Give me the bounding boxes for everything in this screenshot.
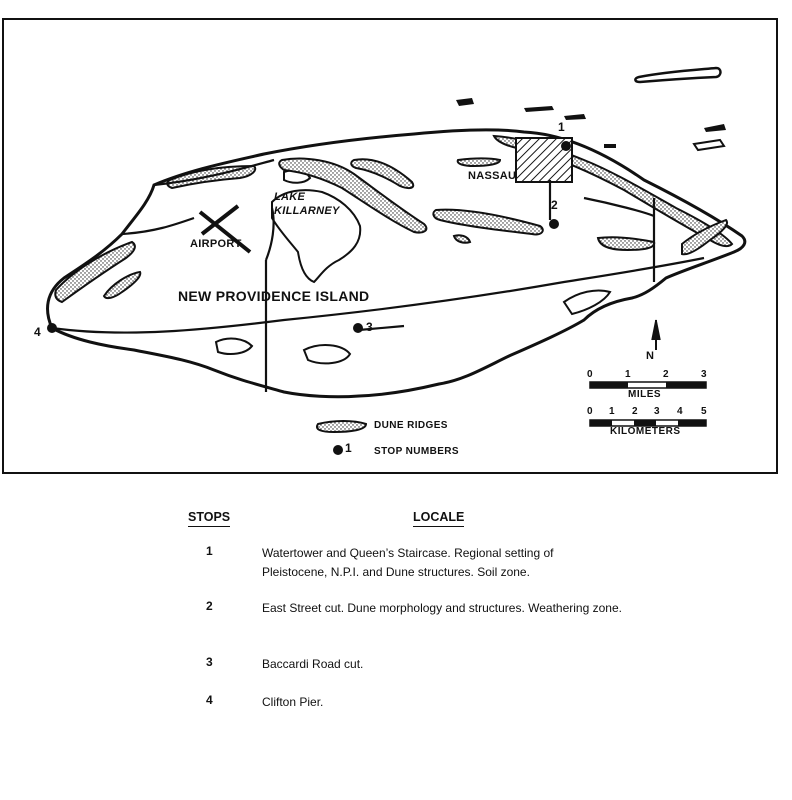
km-tick: 5 [701, 406, 707, 417]
scale-bar-miles [590, 382, 706, 388]
cay [704, 124, 726, 132]
cay [694, 140, 724, 150]
stop-number: 4 [206, 693, 213, 707]
map-frame [2, 18, 778, 474]
km-tick: 1 [609, 406, 615, 417]
km-tick: 2 [632, 406, 638, 417]
island-name-label: NEW PROVIDENCE ISLAND [178, 288, 370, 304]
cay [635, 68, 720, 82]
stop-locale: Baccardi Road cut. [262, 657, 364, 671]
stops-column-header: STOPS [188, 510, 230, 527]
stop-label-1: 1 [558, 120, 565, 134]
locale-column-header: LOCALE [413, 510, 464, 527]
miles-tick: 2 [663, 369, 669, 380]
pond [304, 345, 350, 363]
stop-label-2: 2 [551, 198, 558, 212]
legend-dune-symbol [317, 421, 366, 432]
km-tick: 3 [654, 406, 660, 417]
stop-number: 3 [206, 655, 213, 669]
lake-label-line2: KILLARNEY [274, 205, 340, 217]
km-tick: 4 [677, 406, 683, 417]
north-arrow-icon [652, 320, 660, 350]
stop-number: 1 [206, 544, 213, 558]
stop-locale: Watertower and Queen’s Staircase. Regional setting of Pleistocene, N.P.I. and Dune structures. Soil zone. [262, 546, 554, 579]
miles-tick: 1 [625, 369, 631, 380]
legend-stop-label: STOP NUMBERS [374, 446, 460, 457]
stop-marker-3 [353, 323, 363, 333]
km-title: KILOMETERS [610, 426, 681, 437]
cay [564, 114, 586, 120]
stop-locale: East Street cut. Dune morphology and structures. Weathering zone. [262, 601, 622, 615]
nassau-label: NASSAU [468, 170, 517, 182]
legend-stop-number: 1 [345, 441, 352, 455]
legend-dune-label: DUNE RIDGES [374, 420, 448, 431]
lake-label-line1: LAKE [274, 191, 306, 203]
miles-tick: 3 [701, 369, 707, 380]
miles-title: MILES [628, 389, 662, 400]
km-tick: 0 [587, 406, 593, 417]
north-label: N [646, 350, 655, 362]
stop-label-3: 3 [366, 320, 373, 334]
airport-label: AIRPORT [190, 238, 242, 250]
legend-stop-symbol [333, 445, 343, 455]
miles-tick: 0 [587, 369, 593, 380]
cay [604, 144, 616, 148]
stop-marker-4 [47, 323, 57, 333]
stop-label-4: 4 [34, 325, 41, 339]
stop-marker-2 [549, 219, 559, 229]
stop-marker-1 [561, 141, 571, 151]
dune-ridge [458, 159, 500, 167]
stop-number: 2 [206, 599, 213, 613]
cay [524, 106, 554, 112]
island-map [4, 20, 780, 476]
stop-locale: Clifton Pier. [262, 695, 324, 709]
cay [456, 98, 474, 106]
